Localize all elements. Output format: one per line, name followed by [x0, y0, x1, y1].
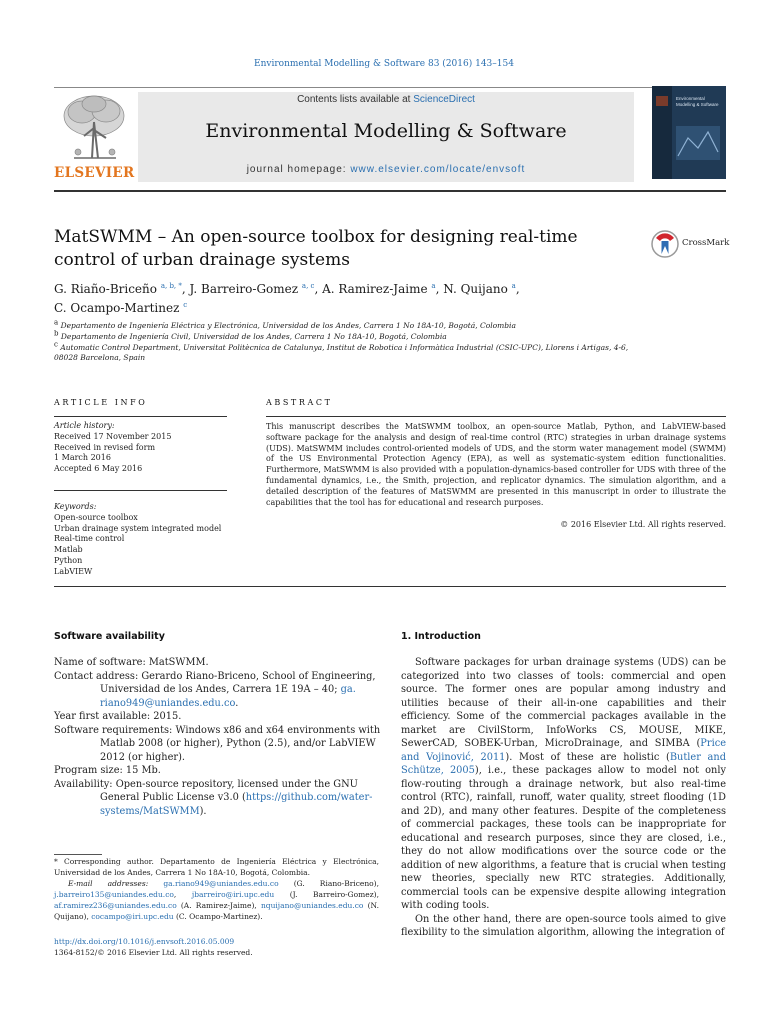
author-separator: ,: [435, 282, 444, 296]
affiliation-text: Departamento de Ingeniería Eléctrica y Electrónica, Universidad de los Andes, Carrera 1 No 18A-10, Bogotá, Colombia: [60, 321, 516, 330]
keyword-item: Python: [54, 555, 83, 565]
doi-link[interactable]: http://dx.doi.org/10.1016/j.envsoft.2016.05.009: [54, 937, 235, 946]
affiliation-marker[interactable]: a: [511, 282, 516, 290]
requirements-line-2: Matlab 2008 (or higher), Python (2.5), and/or LabVIEW: [100, 738, 376, 749]
email-label: E-mail addresses:: [68, 878, 149, 888]
journal-reference-link[interactable]: Environmental Modelling & Software 83 (2016) 143–154: [254, 59, 514, 69]
contents-prefix: Contents lists available at: [297, 94, 414, 105]
history-item: 1 March 2016: [54, 453, 111, 463]
contact-email-link-part2[interactable]: riano949@uniandes.edu.co: [100, 697, 236, 709]
contact-address: Universidad de los Andes, Carrera 1E 19A – 40;: [100, 684, 338, 695]
citation-link-price[interactable]: Price and Vojinović, 2011: [401, 738, 726, 763]
email-owner: (N. Quijano),: [54, 900, 379, 921]
article-info-rule: [54, 416, 227, 417]
introduction-body: [401, 656, 726, 940]
abstract-text: This manuscript describes the MatSWMM toolbox, an open-source Matlab, Python, and LabVIEW-based software package for the analysis and design of real-time control (RTC) strategies in urban drainage systems (UDS). MatSWMM includes control-oriented models of UDS, and the storm water management model (SWMM) of the US Environmental Protection Agency (EPA), as well as systematic-system edition functionalities. Furthermore, MatSWMM is also provided with a population-dynamics-based controller for UDS with three of the fundamental dynamics, i.e., the Smith, projection, and replicator dynamics. The simulation algorithm, and a detailed description of the features of MatSWMM are presented in this manuscript in order to illustrate the capabilities that the tool has for educational and research purposes.: [266, 422, 726, 507]
citation-link-butler[interactable]: Butler and Schütze, 2005: [401, 751, 726, 776]
intro-paragraph-1: [401, 656, 726, 913]
intro-p1-text-b: ). Most of these are holistic (: [505, 751, 670, 763]
abstract-heading: ABSTRACT: [266, 398, 333, 407]
author-name[interactable]: C. Ocampo-Martinez: [54, 301, 180, 315]
email-owner: (J. Barreiro-Gomez),: [274, 889, 379, 899]
elsevier-tree-icon: [54, 92, 134, 164]
author-name[interactable]: A. Ramirez-Jaime: [322, 282, 428, 296]
affiliation-marker[interactable]: c: [183, 301, 188, 309]
article-history: [54, 421, 226, 475]
email-owner: (A. Ramirez-Jaime),: [176, 900, 261, 910]
homepage-link[interactable]: www.elsevier.com/locate/envsoft: [350, 164, 526, 175]
requirements-line-1: Software requirements: Windows x86 and x64 environments with: [54, 724, 381, 736]
author-name[interactable]: N. Quijano: [443, 282, 508, 296]
keyword-item: LabVIEW: [54, 566, 93, 576]
availability-line-3: [54, 805, 384, 819]
contact-email-link-part1[interactable]: ga.: [340, 684, 356, 695]
abstract-rule: [266, 416, 726, 417]
corresponding-author-footnote: [54, 857, 379, 922]
contact-line-2: [54, 683, 384, 697]
keywords-label: Keywords:: [54, 502, 97, 511]
affiliation-item: [54, 340, 654, 365]
affiliation-mark: a: [54, 318, 59, 327]
affiliation-text: Departamento de Ingeniería Civil, Universidad de los Andes, Carrera 1 No 18A-10, Bogotá, Colombia: [60, 331, 447, 341]
author-list: [54, 280, 614, 318]
header-bottom-rule: [54, 190, 726, 192]
journal-cover-image[interactable]: [652, 86, 726, 179]
keyword-item: Real-time control: [54, 534, 125, 544]
intro-p1-text-c: ), i.e., these packages allow to model not only flow-routing through a drainage network, but also real-time control (RTC), rainfall, runoff, water quality, street flooding (1D and 2D), and many other features. Despite of the completeness of commercial packages, these tools can be inappropriate for educational and research purposes, since they are closed, i.e., they do not allow modifications over the source code or the addition of new algorithms, a feature that is crucial when testing new theories, specially new RTC strategies. Additionally, commercial tools can be expensive despite allowing integration with coding tools.: [401, 765, 727, 911]
email-link[interactable]: j.barreiro135@uniandes.edu.co: [54, 889, 174, 899]
affiliation-marker[interactable]: a: [431, 282, 436, 290]
footnote-emails: [54, 879, 379, 923]
elsevier-wordmark: ELSEVIER: [54, 165, 135, 181]
article-info-divider: [54, 490, 227, 491]
crossmark-label: CrossMark: [682, 238, 730, 248]
email-owner: (C. Ocampo-Martinez).: [173, 911, 263, 921]
availability-text: General Public License v3.0 (: [100, 792, 246, 803]
intro-paragraph-2: On the other hand, there are open-source tools aimed to give flexibility to the simulation algorithm, allowing the integration of: [401, 913, 726, 938]
software-availability-body: [54, 656, 384, 818]
homepage-line: [138, 164, 634, 175]
affiliation-item: [54, 318, 654, 332]
footnote-rule: [54, 854, 102, 855]
crossmark-icon: [651, 229, 679, 259]
homepage-prefix: journal homepage:: [246, 164, 351, 175]
keyword-item: Matlab: [54, 545, 83, 555]
history-label: Article history:: [54, 421, 115, 430]
doi-block: [54, 937, 384, 959]
affiliation-marker[interactable]: a, b, *: [160, 282, 182, 290]
requirements-line-3: 2012 (or higher).: [100, 751, 186, 763]
affiliation-mark: b: [54, 329, 59, 338]
contact-line-1: Contact address: Gerardo Riano-Briceno, School of Engineering,: [54, 670, 376, 682]
keyword-item: Urban drainage system integrated model: [54, 523, 222, 533]
sciencedirect-link[interactable]: ScienceDirect: [413, 94, 475, 105]
software-availability-heading: Software availability: [54, 631, 165, 642]
article-info-heading: ARTICLE INFO: [54, 398, 148, 407]
history-item: Received in revised form: [54, 442, 156, 452]
author-name[interactable]: G. Riaño-Briceño: [54, 282, 157, 296]
availability-line-2: [54, 791, 384, 805]
author-separator: ,: [314, 282, 323, 296]
abstract-copyright: © 2016 Elsevier Ltd. All rights reserved.: [560, 520, 726, 529]
history-item: Received 17 November 2015: [54, 431, 172, 441]
author-name[interactable]: J. Barreiro-Gomez: [189, 282, 299, 296]
software-name: Name of software: MatSWMM.: [54, 657, 209, 668]
issn-line: 1364-8152/© 2016 Elsevier Ltd. All rights reserved.: [54, 947, 253, 957]
author-separator: ,: [515, 282, 520, 296]
contact-tail: .: [235, 697, 239, 709]
author-separator: ,: [181, 282, 190, 296]
affiliation-list: [54, 318, 654, 364]
affiliation-text: Automatic Control Department, Universitat Politècnica de Catalunya, Institut de Robotica i Informàtica Industrial (CSIC-UPC), Llorens i Artigas, 4-6, 08028 Barcelona, Spain: [54, 342, 629, 363]
intro-p1-text-a: Software packages for urban drainage systems (UDS) can be categorized into two classes of tools: commercial and open source. The former ones are popular among industry and utilities because of their all-in-one capabilities and their efficiency. Some of the commercial packages available in the market are CivilStorm, InfoWorks CS, MOUSE, MIKE, SewerCAD, SOBEK-Urban, MicroDrainage, and SIMBA (: [401, 657, 726, 749]
github-link-part1[interactable]: https://github.com/water-: [245, 792, 373, 803]
email-link[interactable]: jbarreiro@iri.upc.edu: [191, 889, 275, 899]
header-top-rule: [54, 87, 726, 88]
email-owner: (G. Riano-Briceno),: [278, 878, 379, 888]
email-link[interactable]: cocampo@iri.upc.edu: [91, 911, 174, 921]
email-owner: ,: [173, 889, 192, 899]
elsevier-logo[interactable]: [54, 92, 134, 182]
year-first-available: Year first available: 2015.: [54, 711, 182, 722]
article-title: MatSWMM – An open-source toolbox for designing real-time control of urban drainage systems: [54, 227, 578, 270]
history-item: Accepted 6 May 2016: [54, 464, 143, 474]
journal-masthead: [138, 92, 634, 182]
email-link[interactable]: af.ramirez236@uniandes.edu.co: [54, 900, 177, 910]
affiliation-mark: c: [54, 340, 58, 349]
availability-tail: ).: [199, 805, 207, 817]
availability-line-1: Availability: Open-source repository, licensed under the GNU: [54, 778, 358, 790]
email-link[interactable]: ga.riano949@uniandes.edu.co: [163, 878, 279, 888]
github-link-part2[interactable]: systems/MatSWMM: [100, 805, 200, 817]
email-link[interactable]: nquijano@uniandes.edu.co: [260, 900, 364, 910]
cover-title: Environmental Modelling & Software: [676, 96, 719, 107]
keywords-block: [54, 502, 254, 578]
program-size: Program size: 15 Mb.: [54, 765, 161, 776]
front-matter-rule: [54, 586, 726, 587]
footnote-author-text: * Corresponding author. Departamento de Ingeniería Eléctrica y Electrónica, Universidad de los Andes, Carrera 1 No 18A-10, Bogotá, Colombia.: [54, 857, 379, 877]
affiliation-marker[interactable]: a, c: [301, 282, 315, 290]
contact-line-3: [54, 697, 384, 711]
crossmark-badge[interactable]: [651, 229, 731, 261]
affiliation-item: [54, 329, 654, 343]
contents-line: [138, 94, 634, 105]
journal-name: Environmental Modelling & Software: [205, 120, 567, 142]
keyword-item: Open-source toolbox: [54, 512, 138, 522]
introduction-heading: 1. Introduction: [401, 631, 481, 642]
